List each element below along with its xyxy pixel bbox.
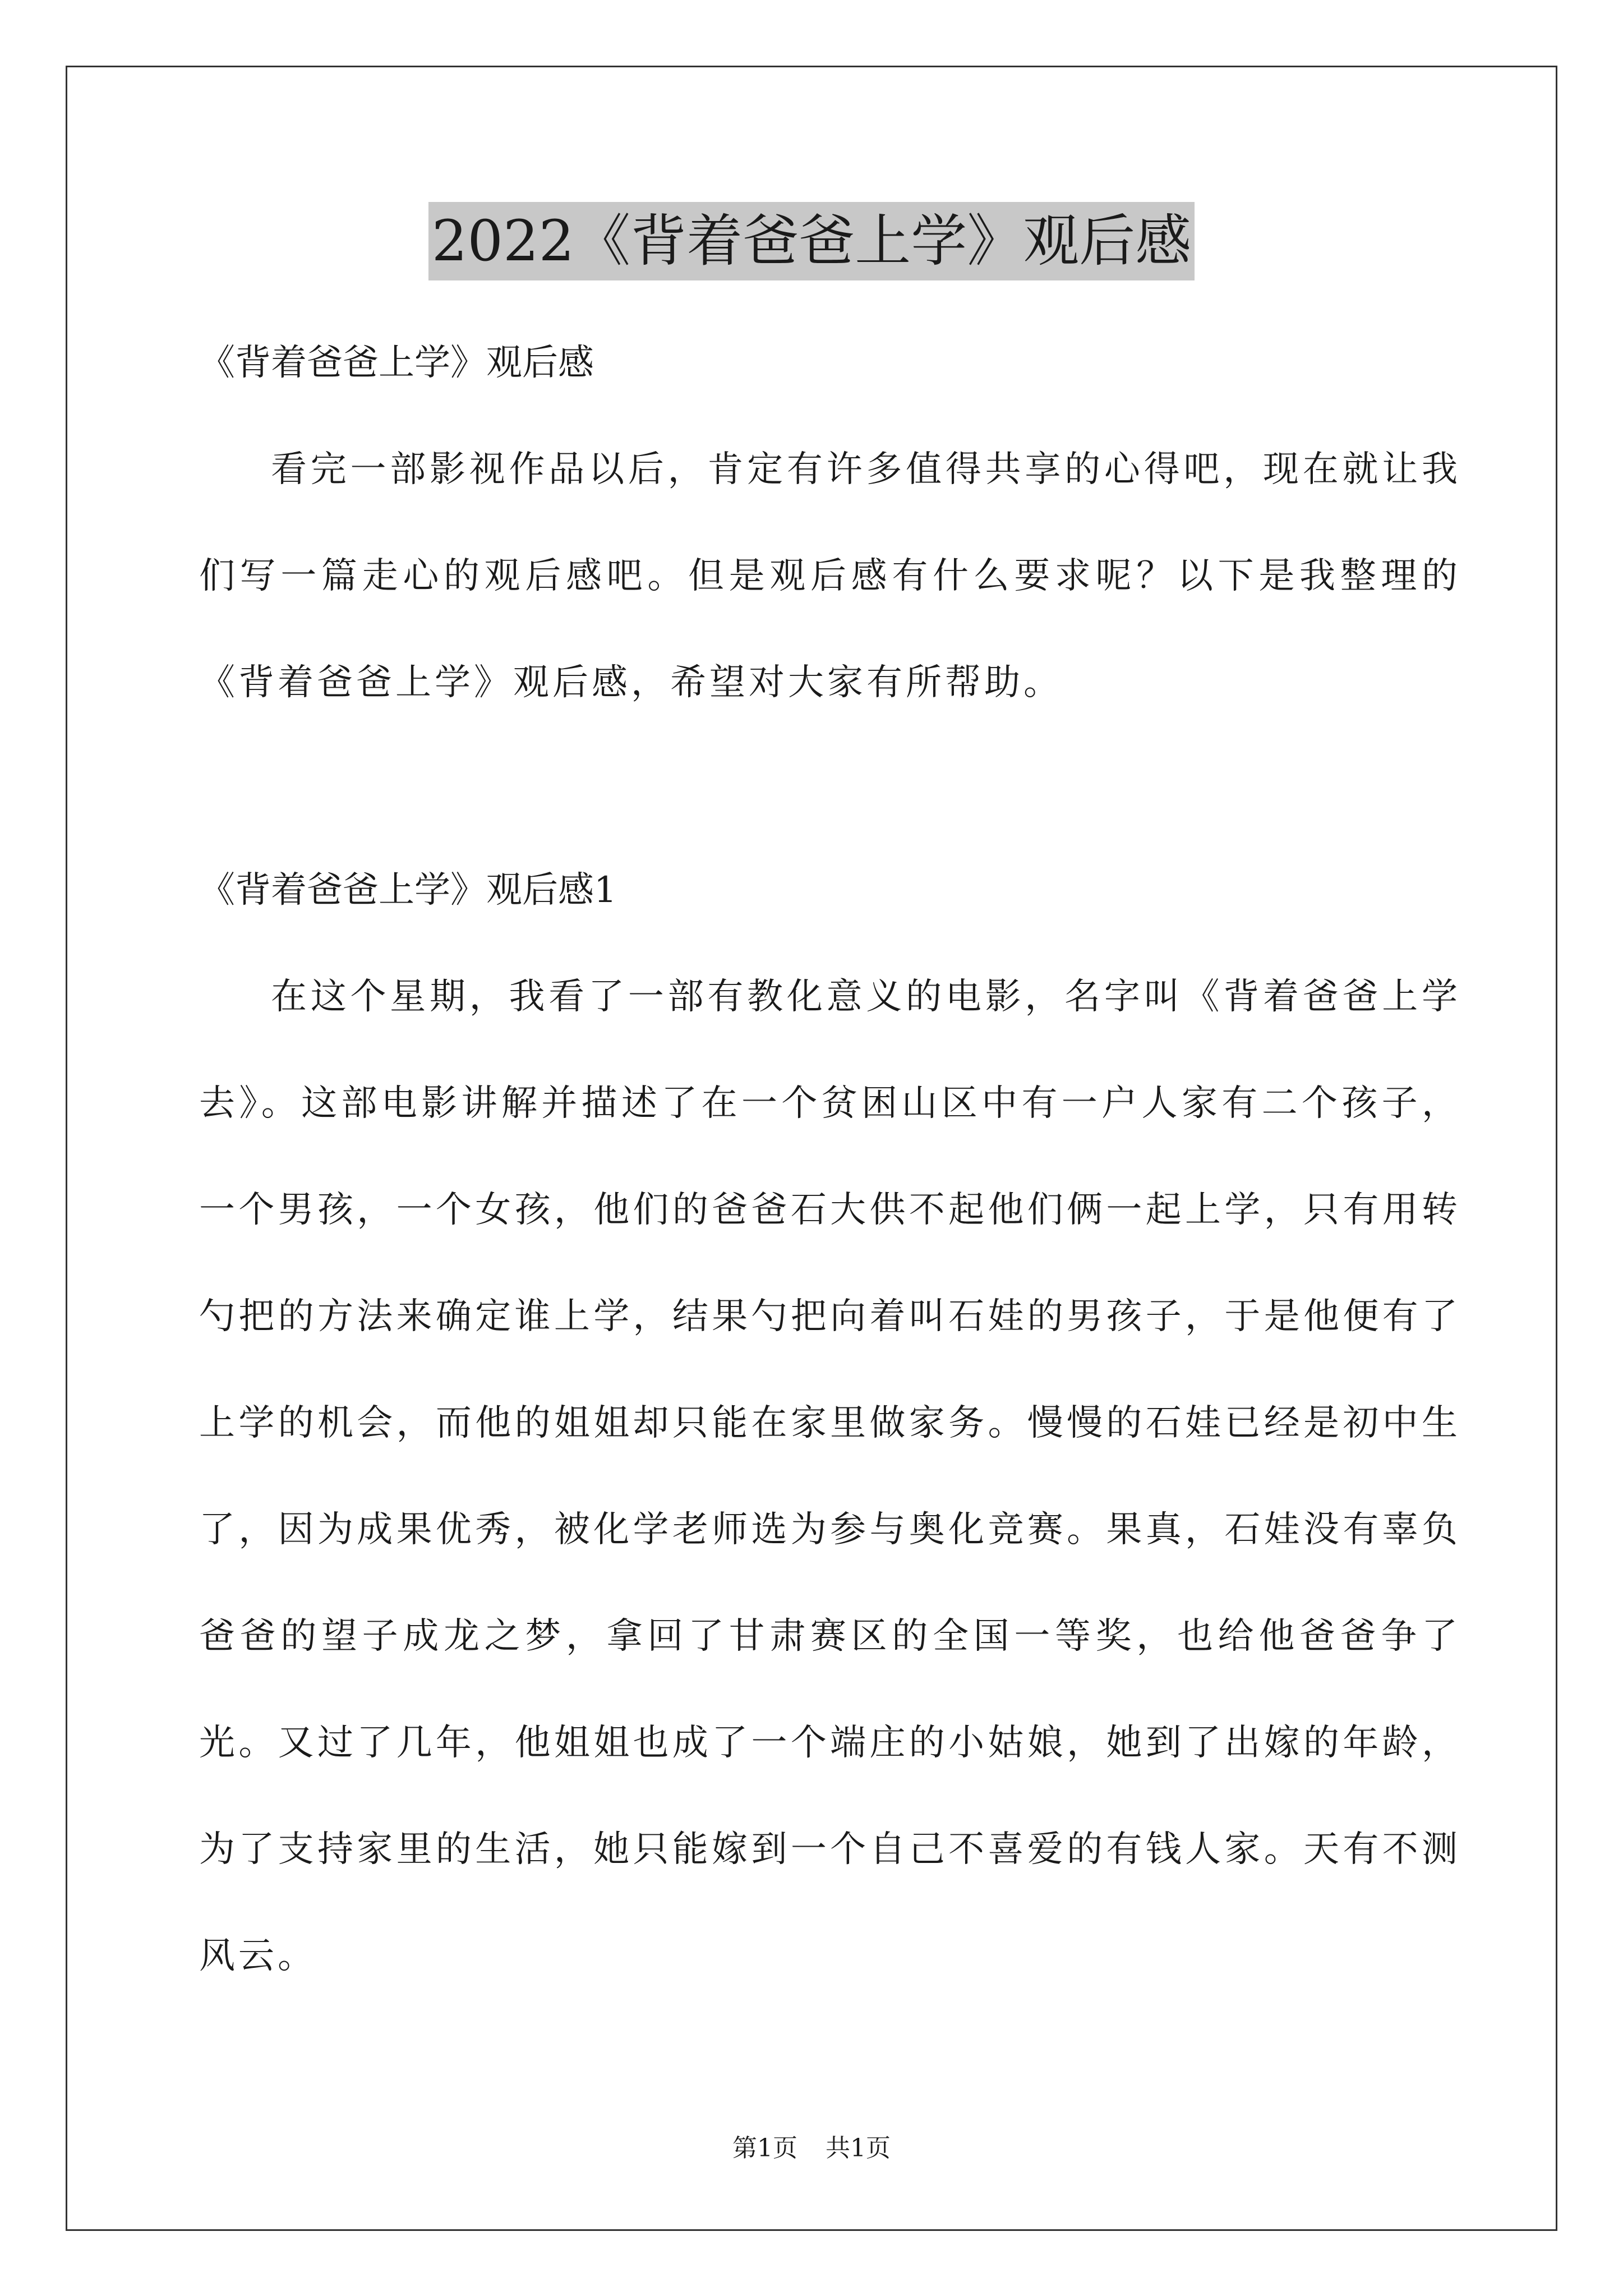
title-container xyxy=(0,202,1623,280)
intro-heading: 《背着爸爸上学》观后感 xyxy=(199,342,594,384)
document-title: 2022《背着爸爸上学》观后感 xyxy=(428,202,1195,280)
page-number-current: 第1页 xyxy=(732,2134,797,2162)
section1-heading: 《背着爸爸上学》观后感1 xyxy=(199,869,617,911)
document-body xyxy=(199,310,1461,2009)
page-number-total: 共1页 xyxy=(826,2134,891,2162)
section1-paragraph: 在这个星期，我看了一部有教化意义的电影，名字叫《背着爸爸上学去》。这部电影讲解并描述了在一个贫困山区中有一户人家有二个孩子，一个男孩，一个女孩，他们的爸爸石大供不起他们俩一起上学，只有用转勺把的方法来确定谁上学，结果勺把向着叫石娃的男孩子，于是他便有了上学的机会，而他的姐姐却只能在家里做家务。慢慢的石娃已经是初中生了，因为成果优秀，被化学老师选为参与奥化竞赛。果真，石娃没有辜负爸爸的望子成龙之梦，拿回了甘肃赛区的全国一等奖，也给他爸爸争了光。又过了几年，他姐姐也成了一个端庄的小姑娘，她到了出嫁的年龄，为了支持家里的生活，她只能嫁到一个自己不喜爱的有钱人家。天有不测风云。 xyxy=(199,976,1461,1977)
page-footer xyxy=(0,2132,1623,2165)
section-spacer xyxy=(199,736,1461,837)
intro-paragraph: 看完一部影视作品以后，肯定有许多值得共享的心得吧，现在就让我们写一篇走心的观后感吧。但是观后感有什么要求呢？以下是我整理的《背着爸爸上学》观后感，希望对大家有所帮助。 xyxy=(199,449,1461,703)
